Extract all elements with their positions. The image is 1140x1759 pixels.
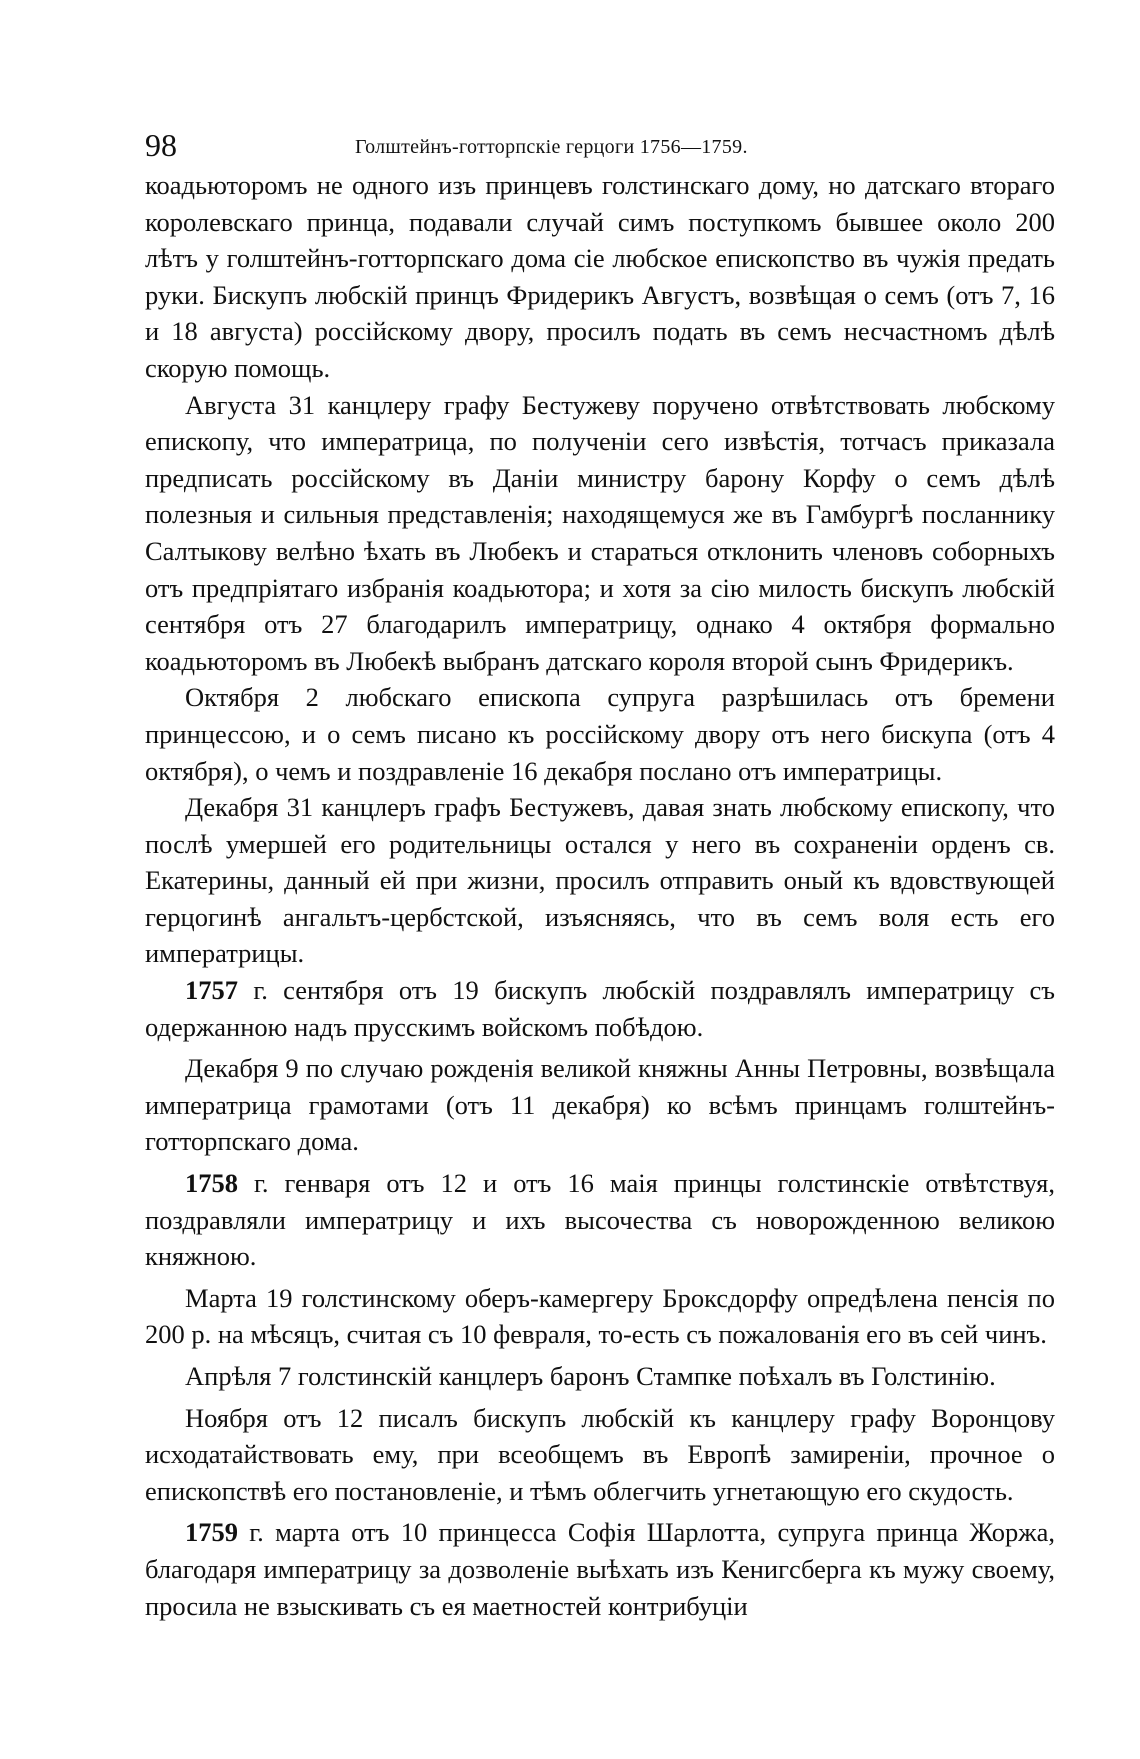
paragraph-text: г. сентября отъ 19 бискупъ любскій поздравлялъ императрицу съ одержанною надъ прусскимъ войскомъ побѣдою. (145, 975, 1055, 1042)
paragraph (145, 789, 1055, 972)
paragraph (145, 1165, 1055, 1275)
paragraph (145, 167, 1055, 387)
paragraph-text: Ноября отъ 12 писалъ бискупъ любскій къ канцлеру графу Воронцову исходатайствовать ему, при всеобщемъ въ Европѣ замиреніи, прочное о епископствѣ его постановленіе, и тѣмъ облегчить угнетающую его скудость. (145, 1402, 1055, 1506)
paragraph-text: Марта 19 голстинскому оберъ-камергеру Броксдорфу опредѣлена пенсія по 200 р. на мѣсяцъ, считая съ 10 февраля, то-есть съ пожалованія его въ сей чинъ. (145, 1282, 1055, 1350)
paragraph (145, 972, 1055, 1045)
paragraph (145, 1050, 1055, 1160)
year-heading: 1757 (185, 975, 238, 1006)
paragraph (145, 1280, 1055, 1353)
paragraph (145, 387, 1055, 680)
paragraph-text: Августа 31 канцлеру графу Бестужеву поручено отвѣтствовать любскому епископу, что императрица, по полученіи сего извѣстія, тотчасъ приказала предписать россійскому въ Даніи министру барону Корфу о семъ дѣлѣ полезныя и сильныя представленія; находящемуся же въ Гамбургѣ посланнику Салтыкову велѣно ѣхать въ Любекъ и стараться отклонить членовъ соборныхъ отъ предпріятаго избранія коадьютора; и хотя за сію милость бискупъ любскій сентября отъ 27 благодарилъ императрицу, однако 4 октября формально коадьюторомъ въ Любекѣ выбранъ датскаго короля второй сынъ Фридерикъ. (145, 389, 1055, 676)
year-heading: 1758 (185, 1168, 238, 1199)
paragraph (145, 1400, 1055, 1510)
body-text (145, 167, 1055, 1624)
running-title: Голштейнъ-готторпскіе герцоги 1756—1759. (355, 136, 748, 158)
paragraph (145, 1514, 1055, 1624)
paragraph-text: Октября 2 любскаго епископа супруга разрѣшилась отъ бремени принцессою, и о семъ писано къ россійскому двору отъ него бискупа (отъ 4 октября), о чемъ и поздравленіе 16 декабря послано отъ императрицы. (145, 682, 1055, 786)
paragraph-text: г. марта отъ 10 принцесса Софія Шарлотта, супруга принца Жоржа, благодаря императрицу за дозволеніе выѣхать изъ Кенигсберга къ мужу своему, просила не взыскивать съ ея маетностей контрибуціи (145, 1517, 1055, 1621)
paragraph-text: Декабря 9 по случаю рожденія великой княжны Анны Петровны, возвѣщала императрица грамотами (отъ 11 декабря) ко всѣмъ принцамъ голштейнъ-готторпскаго дома. (145, 1053, 1055, 1157)
paragraph (145, 679, 1055, 789)
page-number: 98 (145, 127, 177, 163)
paragraph-text: Декабря 31 канцлеръ графъ Бестужевъ, давая знать любскому епископу, что послѣ умершей его родительницы остался у него въ сохраненіи орденъ св. Екатерины, данный ей при жизни, просилъ отправить оный къ вдовствующей герцогинѣ ангальтъ-цербстской, изъясняясь, что въ семъ воля есть его императрицы. (145, 792, 1055, 969)
year-heading: 1759 (185, 1517, 238, 1548)
paragraph-text: коадьюторомъ не одного изъ принцевъ голстинскаго дому, но датскаго втораго королевскаго принца, подавали случай симъ поступкомъ бывшее около 200 лѣтъ у голштейнъ-готторпскаго дома сіе любское епископство въ чужія предать руки. Бискупъ любскій принцъ Фридерикъ Августъ, возвѣщая о семъ (отъ 7, 16 и 18 августа) россійскому двору, просилъ подать въ семъ несчастномъ дѣлѣ скорую помощь. (145, 170, 1055, 383)
paragraph (145, 1358, 1055, 1395)
paragraph-text: г. генваря отъ 12 и отъ 16 маія принцы голстинскіе отвѣтствуя, поздравляли императрицу и ихъ высочества съ новорожденною великою княжною. (145, 1168, 1055, 1272)
page-header (145, 126, 1055, 166)
paragraph-text: Апрѣля 7 голстинскій канцлеръ баронъ Стампке поѣхалъ въ Голстинію. (185, 1361, 996, 1391)
